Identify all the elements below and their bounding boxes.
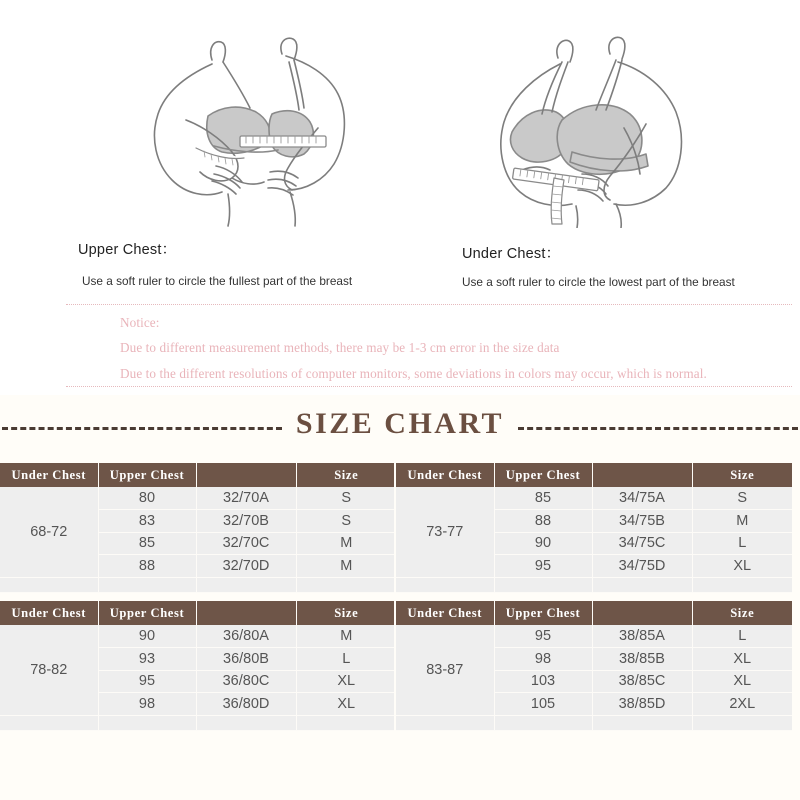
table-filler-row	[0, 577, 396, 592]
illustration-banner	[0, 0, 800, 395]
header-under-chest: Under Chest	[0, 601, 98, 625]
under-chest-range: 78-82	[0, 625, 98, 715]
cell-upper-chest: 105	[494, 693, 592, 716]
header-upper-chest: Upper Chest	[494, 601, 592, 625]
cell-code: 32/70B	[196, 510, 296, 533]
header-upper-chest: Upper Chest	[98, 463, 196, 487]
notice-block	[0, 300, 800, 392]
filler-cell	[196, 715, 296, 730]
filler-cell	[0, 715, 98, 730]
header-under-chest: Under Chest	[396, 601, 494, 625]
cell-size: L	[692, 625, 792, 648]
under-chest-measurement-illustration	[450, 28, 750, 228]
cell-code: 36/80D	[196, 693, 296, 716]
cell-code: 32/70D	[196, 555, 296, 578]
cell-upper-chest: 90	[98, 625, 196, 648]
header-under-chest: Under Chest	[0, 463, 98, 487]
upper-chest-title: Upper Chest：	[78, 242, 177, 258]
size-table-block-2	[0, 601, 800, 731]
cell-size: XL	[296, 670, 396, 693]
cell-upper-chest: 98	[494, 648, 592, 671]
under-chest-range: 68-72	[0, 487, 98, 577]
filler-cell	[296, 577, 396, 592]
notice-heading: Notice:	[120, 315, 160, 330]
size-table-1b	[396, 463, 792, 593]
cell-size: S	[692, 487, 792, 510]
filler-cell	[98, 715, 196, 730]
cell-upper-chest: 80	[98, 487, 196, 510]
filler-cell	[396, 577, 494, 592]
cell-upper-chest: 95	[98, 670, 196, 693]
header-size: Size	[692, 463, 792, 487]
cell-code: 38/85C	[592, 670, 692, 693]
under-chest-caption	[462, 242, 735, 289]
cell-code: 36/80C	[196, 670, 296, 693]
table-filler-row	[0, 715, 396, 730]
cell-size: M	[692, 510, 792, 533]
filler-cell	[0, 577, 98, 592]
filler-cell	[592, 577, 692, 592]
header-code	[196, 601, 296, 625]
table-filler-row	[396, 715, 792, 730]
cell-size: L	[692, 532, 792, 555]
notice-line-colors: Due to the different resolutions of computer monitors, some deviations in colors may occur, which is normal.	[120, 366, 707, 381]
cell-size: XL	[692, 648, 792, 671]
under-chest-description: Use a soft ruler to circle the lowest part of the breast	[462, 275, 735, 289]
header-size: Size	[692, 601, 792, 625]
filler-cell	[592, 715, 692, 730]
cell-code: 36/80B	[196, 648, 296, 671]
header-under-chest: Under Chest	[396, 463, 494, 487]
table-header-row	[396, 601, 792, 625]
under-chest-title: Under Chest：	[462, 246, 561, 262]
cell-upper-chest: 98	[98, 693, 196, 716]
size-tables	[0, 463, 800, 739]
upper-chest-description: Use a soft ruler to circle the fullest part of the breast	[82, 274, 353, 288]
header-size: Size	[296, 463, 396, 487]
notice-divider-top	[66, 304, 792, 305]
filler-cell	[98, 577, 196, 592]
cell-size: XL	[692, 670, 792, 693]
cell-size: XL	[692, 555, 792, 578]
size-table-block-1	[0, 463, 800, 593]
cell-upper-chest: 95	[494, 625, 592, 648]
header-code	[592, 463, 692, 487]
header-upper-chest: Upper Chest	[494, 463, 592, 487]
notice-line-measurement: Due to different measurement methods, there may be 1-3 cm error in the size data	[120, 340, 560, 355]
cell-upper-chest: 95	[494, 555, 592, 578]
cell-code: 34/75D	[592, 555, 692, 578]
header-size: Size	[296, 601, 396, 625]
table-row	[0, 625, 396, 648]
cell-size: XL	[296, 693, 396, 716]
table-row	[396, 625, 792, 648]
cell-upper-chest: 83	[98, 510, 196, 533]
cell-code: 34/75A	[592, 487, 692, 510]
size-chart-title-band	[0, 395, 800, 463]
cell-size: M	[296, 555, 396, 578]
filler-cell	[196, 577, 296, 592]
cell-code: 38/85A	[592, 625, 692, 648]
filler-cell	[494, 577, 592, 592]
under-chest-range: 83-87	[396, 625, 494, 715]
upper-chest-caption	[78, 238, 352, 288]
cell-code: 34/75B	[592, 510, 692, 533]
filler-cell	[494, 715, 592, 730]
table-header-row	[0, 601, 396, 625]
size-table-1a	[0, 463, 396, 593]
cell-size: L	[296, 648, 396, 671]
cell-size: M	[296, 532, 396, 555]
header-code	[592, 601, 692, 625]
table-header-row	[396, 463, 792, 487]
filler-cell	[396, 715, 494, 730]
table-row	[396, 487, 792, 510]
cell-code: 36/80A	[196, 625, 296, 648]
filler-cell	[692, 577, 792, 592]
size-table-2a	[0, 601, 396, 731]
cell-size: S	[296, 510, 396, 533]
cell-code: 38/85B	[592, 648, 692, 671]
cell-size: S	[296, 487, 396, 510]
header-code	[196, 463, 296, 487]
table-header-row	[0, 463, 396, 487]
cell-upper-chest: 85	[494, 487, 592, 510]
header-upper-chest: Upper Chest	[98, 601, 196, 625]
cell-code: 38/85D	[592, 693, 692, 716]
cell-code: 34/75C	[592, 532, 692, 555]
cell-upper-chest: 88	[494, 510, 592, 533]
size-table-2b	[396, 601, 792, 731]
filler-cell	[296, 715, 396, 730]
table-filler-row	[396, 577, 792, 592]
cell-size: M	[296, 625, 396, 648]
page-title: SIZE CHART	[295, 407, 505, 440]
cell-upper-chest: 90	[494, 532, 592, 555]
cell-code: 32/70C	[196, 532, 296, 555]
filler-cell	[692, 715, 792, 730]
cell-upper-chest: 93	[98, 648, 196, 671]
upper-chest-measurement-illustration	[90, 28, 390, 228]
notice-divider-bottom	[66, 386, 792, 387]
under-chest-range: 73-77	[396, 487, 494, 577]
cell-upper-chest: 88	[98, 555, 196, 578]
cell-size: 2XL	[692, 693, 792, 716]
cell-upper-chest: 85	[98, 532, 196, 555]
cell-code: 32/70A	[196, 487, 296, 510]
illustration-row	[0, 28, 800, 228]
table-row	[0, 487, 396, 510]
cell-upper-chest: 103	[494, 670, 592, 693]
